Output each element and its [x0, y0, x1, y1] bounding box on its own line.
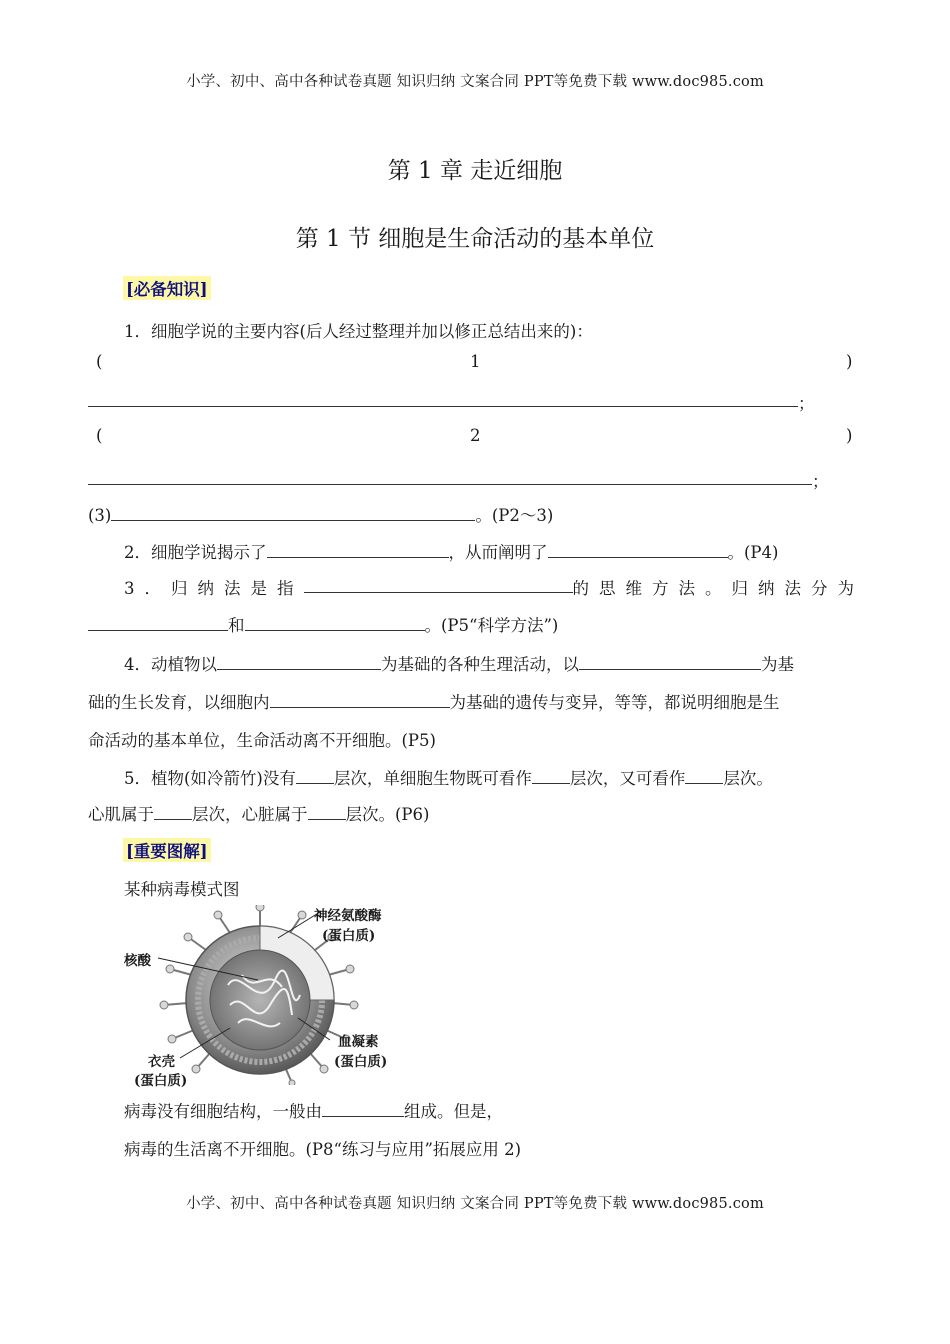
answer-blank-q4-2[interactable]: [579, 652, 761, 670]
figure-caption: 某种病毒模式图: [124, 880, 240, 899]
q4-line-3: 命活动的基本单位，生命活动离不开细胞。(P5): [88, 731, 436, 750]
q5-line-1: [124, 765, 773, 789]
q5-text-c: 层次，又可看作: [569, 769, 686, 788]
q1-semicolon-2: ；: [812, 472, 829, 491]
label-hemagglutinin: 血凝素: [338, 1034, 379, 1050]
q3-text-b: 的思维方法。归纳法分为: [572, 579, 864, 598]
q1-intro: 1．细胞学说的主要内容(后人经过整理并加以修正总结出来的)：: [124, 322, 593, 341]
label-capsid-sub: (蛋白质): [134, 1073, 188, 1089]
q5-text-a: 5．植物(如冷箭竹)没有: [124, 769, 296, 788]
answer-blank-q2-1[interactable]: [267, 540, 449, 558]
label-enzyme-sub: (蛋白质): [322, 928, 376, 944]
q5-text-b: 层次，单细胞生物既可看作: [333, 769, 532, 788]
label-enzyme: 神经氨酸酶: [314, 908, 382, 924]
q3-text-d: 。(P5“科学方法”): [424, 616, 559, 635]
q1-close-paren-1: ): [846, 352, 853, 371]
answer-blank-q5-2[interactable]: [532, 766, 570, 784]
q1-item3-suffix: 。(P2～3): [475, 506, 554, 525]
q1-open-paren-2: (: [96, 426, 103, 445]
knowledge-tag: [必备知识]: [123, 276, 211, 300]
page-header: 小学、初中、高中各种试卷真题 知识归纳 文案合同 PPT等免费下载 www.doc985.com: [186, 74, 764, 90]
answer-line-1[interactable]: [88, 406, 798, 407]
q5-text-g: 层次。(P6): [345, 805, 430, 824]
answer-blank-q3-2[interactable]: [88, 613, 228, 631]
q1-open-paren-1: (: [96, 352, 103, 371]
label-capsid: 衣壳: [148, 1054, 175, 1070]
answer-blank-q1-3[interactable]: [111, 503, 475, 521]
answer-blank-q3-1[interactable]: [304, 575, 573, 593]
q4-text-d: 础的生长发育，以细胞内: [88, 693, 270, 712]
answer-blank-virus[interactable]: [322, 1099, 404, 1117]
q1-number-2: 2: [470, 426, 481, 445]
q2-text-c: 。(P4): [727, 543, 779, 562]
virus-text-b: 组成。但是，: [404, 1102, 503, 1121]
q4-line-1: [124, 651, 794, 675]
virus-line-2: 病毒的生活离不开细胞。(P8“练习与应用”拓展应用 2): [124, 1140, 522, 1159]
q1-number-1: 1: [470, 352, 481, 371]
answer-blank-q4-3[interactable]: [270, 690, 450, 708]
answer-blank-q5-3[interactable]: [685, 766, 723, 784]
q1-semicolon-1: ；: [798, 394, 815, 413]
q4-text-e: 为基础的遗传与变异，等等，都说明细胞是生: [449, 693, 780, 712]
answer-blank-q5-5[interactable]: [308, 802, 346, 820]
q4-line-2: [88, 689, 780, 713]
q4-text-a: 4．动植物以: [124, 655, 217, 674]
q5-text-f: 层次，心脏属于: [192, 805, 308, 824]
answer-blank-q2-2[interactable]: [548, 540, 728, 558]
virus-line-1: [124, 1098, 503, 1122]
q1-item3-prefix: (3): [88, 506, 112, 525]
q1-item3: [88, 502, 553, 526]
page-footer: 小学、初中、高中各种试卷真题 知识归纳 文案合同 PPT等免费下载 www.doc985.com: [186, 1196, 764, 1212]
q3-line-1: [124, 575, 864, 599]
q5-text-e: 心肌属于: [88, 805, 154, 824]
q3-text-c: 和: [228, 616, 245, 635]
answer-line-2[interactable]: [88, 484, 812, 485]
q2-line: [124, 539, 778, 563]
label-nucleic-acid: 核酸: [124, 953, 151, 969]
chapter-title: 第 1 章 走近细胞: [387, 158, 563, 184]
label-hemagglutinin-sub: (蛋白质): [334, 1054, 388, 1070]
q4-text-c: 为基: [761, 655, 794, 674]
q3-text-a: 3．归纳法是指: [124, 579, 304, 598]
q4-text-b: 为基础的各种生理活动，以: [381, 655, 579, 674]
answer-blank-q3-3[interactable]: [245, 613, 425, 631]
q5-text-d: 层次。: [723, 769, 773, 788]
q3-line-2: [88, 612, 558, 636]
q1-close-paren-2: ): [846, 426, 853, 445]
answer-blank-q4-1[interactable]: [217, 652, 381, 670]
answer-blank-q5-1[interactable]: [296, 766, 334, 784]
q5-line-2: [88, 801, 429, 825]
figure-tag: [重要图解]: [123, 838, 211, 862]
virus-text-a: 病毒没有细胞结构，一般由: [124, 1102, 322, 1121]
answer-blank-q5-4[interactable]: [154, 802, 192, 820]
q2-text-b: ，从而阐明了: [448, 543, 548, 562]
q2-text-a: 2．细胞学说揭示了: [124, 543, 267, 562]
section-title: 第 1 节 细胞是生命活动的基本单位: [295, 226, 655, 252]
